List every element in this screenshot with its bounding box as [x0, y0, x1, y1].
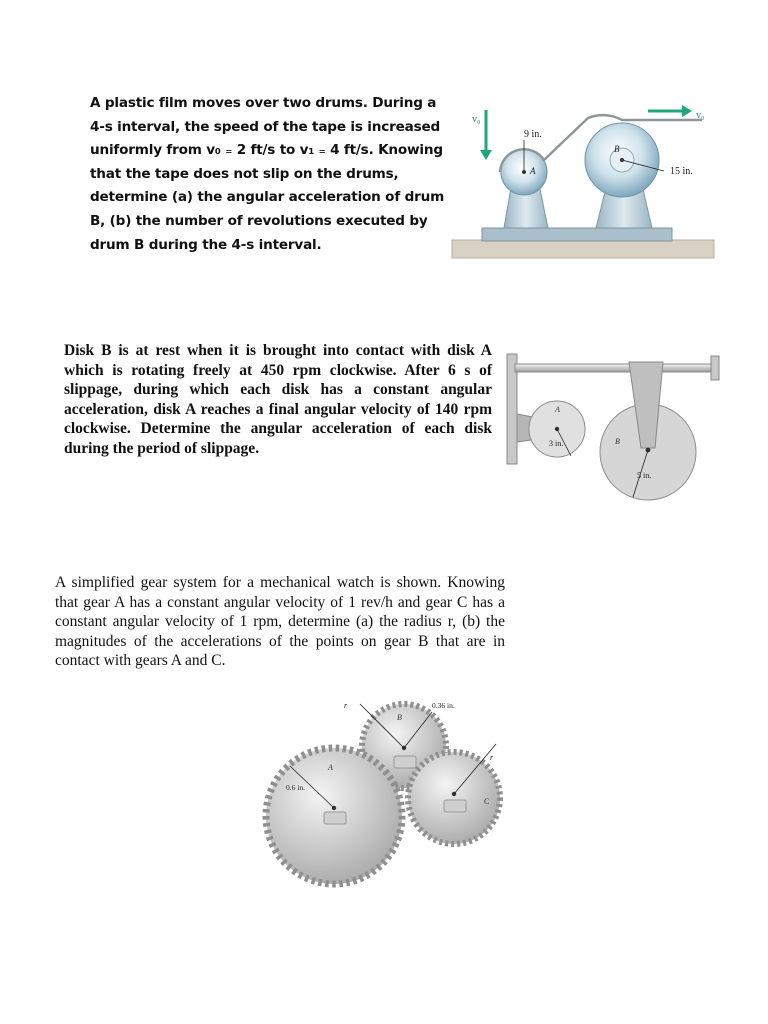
- disks-figure: [505, 352, 725, 502]
- radius-a-label: 9 in.: [524, 129, 542, 140]
- problem-1-line: determine (a) the angular acceleration of drum: [90, 189, 445, 206]
- gear-a-label: A: [328, 763, 333, 772]
- radius-b-label: 5 in.: [637, 471, 652, 480]
- problem-2-text: Disk B is at rest when it is brought into contact with disk A which is rotating freely at 450 rpm clockwise. After 6 s of slippage, during which each disk has a constant angular acceleration, disk A reaches a final angular velocity of 140 rpm clockwise. Determine the angular acceleration of each disk during the period of slippage.: [64, 342, 492, 457]
- drums-figure: [452, 100, 714, 260]
- radius-a-label: 3 in.: [549, 439, 564, 448]
- gear-c-label: C: [484, 797, 490, 806]
- drum-a-label: A: [530, 166, 536, 176]
- radius-a-label: 0.6 in.: [286, 783, 305, 792]
- disk-b-label: B: [615, 437, 620, 446]
- v0-right-arrowhead: [682, 105, 692, 117]
- radius-r1-label: r: [344, 701, 348, 710]
- v0-right-label: v₀: [696, 110, 705, 121]
- radius-b-label: 15 in.: [670, 166, 693, 177]
- base-plate: [452, 240, 714, 258]
- mount-a: [324, 812, 346, 824]
- radius-r2-label: r: [490, 753, 494, 762]
- problem-1-line: uniformly from v₀ ₌ 2 ft/s to v₁ ₌ 4 ft/s. Knowing: [90, 142, 443, 159]
- problem-1-line: 4-s interval, the speed of the tape is increased: [90, 118, 441, 135]
- center-a: [522, 170, 526, 174]
- base-platform: [482, 228, 672, 241]
- problem-1-line: B, (b) the number of revolutions executed by: [90, 212, 428, 229]
- mount-b: [394, 756, 416, 768]
- problem-1-line: that the tape does not slip on the drums,: [90, 165, 399, 182]
- disk-a-label: A: [555, 405, 560, 414]
- problem-3-text: A simplified gear system for a mechanical watch is shown. Knowing that gear A has a constant angular velocity of 1 rev/h and gear C has a constant angular velocity of 1 rpm, determine (a) the radius r, (b) the magnitudes of the accelerations of the points on gear B that are in contact with gears A and C.: [55, 574, 505, 670]
- problem-1-text: [90, 92, 445, 257]
- v0-left-label: v₀: [472, 114, 481, 125]
- radius-b-label: 0.36 in.: [432, 701, 455, 710]
- mount-c: [444, 800, 466, 812]
- gear-b-label: B: [397, 713, 402, 722]
- horizontal-rod: [515, 364, 713, 372]
- center-b: [620, 158, 624, 162]
- problem-1-line: A plastic film moves over two drums. During a: [90, 95, 437, 111]
- drum-b-label: B: [614, 144, 620, 154]
- problem-1-line: drum B during the 4-s interval.: [90, 236, 322, 253]
- rod-end-cap: [711, 356, 719, 380]
- v0-left-arrowhead: [480, 150, 492, 160]
- gears-figure: [262, 698, 506, 894]
